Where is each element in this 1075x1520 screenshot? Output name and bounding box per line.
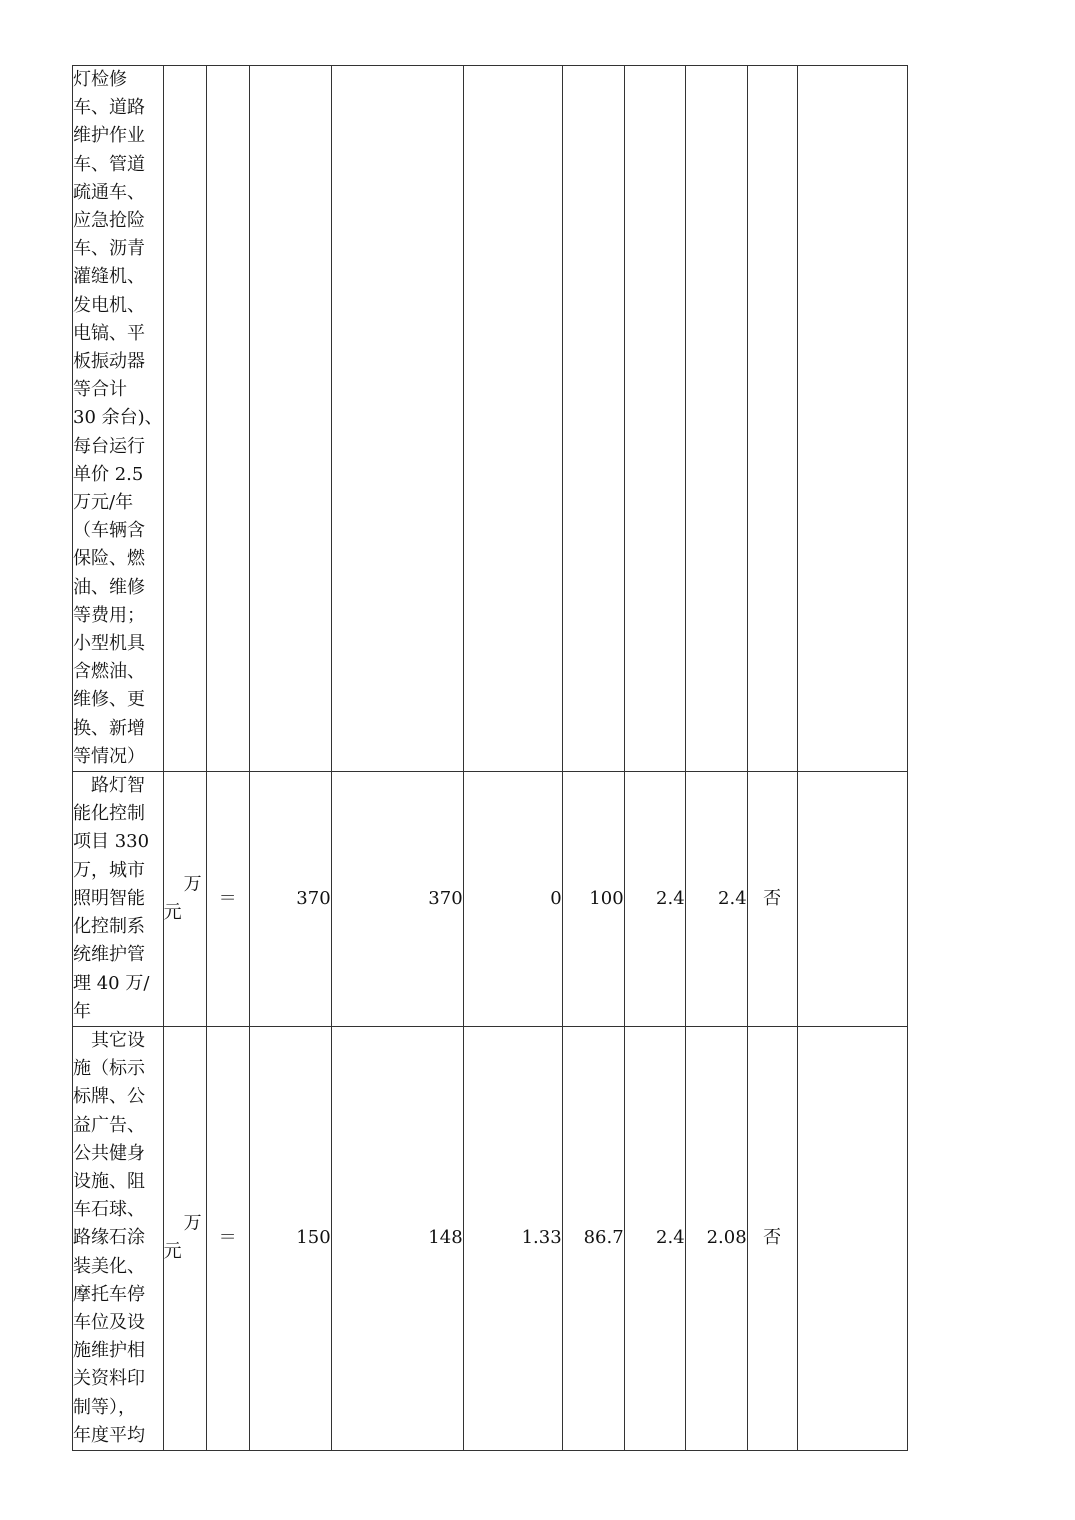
description-line: 保险、燃: [73, 548, 145, 570]
value-cell: 2.4: [624, 772, 685, 1027]
description-line: 标牌、公: [73, 1086, 145, 1108]
value-cell: [624, 66, 685, 772]
unit-text: 元: [163, 901, 182, 923]
description-line: 关资料印: [73, 1368, 145, 1390]
description-cell: [73, 1026, 164, 1450]
description-line: 制等），: [73, 1396, 136, 1418]
description-line: 电镐、平: [73, 322, 145, 344]
description-cell: [73, 772, 164, 1027]
description-line: 换、新增: [73, 717, 145, 739]
description-line: 发电机、: [73, 294, 145, 316]
flag-cell: 否: [747, 1026, 797, 1450]
table-row: [73, 1026, 908, 1450]
operator-cell: ＝: [206, 1026, 249, 1450]
description-line: 车、道路: [73, 97, 145, 119]
description-line: （车辆含: [73, 520, 145, 542]
description-line: 施（标示: [73, 1058, 145, 1080]
value-cell: [685, 66, 747, 772]
description-line: 装美化、: [73, 1255, 145, 1277]
description-line: 设施、阻: [73, 1170, 145, 1192]
value-cell: 148: [331, 1026, 463, 1450]
unit-cell: [163, 66, 206, 772]
description-line: 能化控制: [73, 803, 145, 825]
description-line: 板振动器: [73, 351, 145, 373]
note-cell: [797, 1026, 907, 1450]
value-cell: 1.33: [463, 1026, 562, 1450]
description-line: 万，城市: [73, 859, 145, 881]
value-cell: 150: [249, 1026, 331, 1450]
value-cell: 370: [331, 772, 463, 1027]
description-line: 施维护相: [73, 1340, 145, 1362]
description-line: 益广告、: [73, 1114, 145, 1136]
description-line: 万元/年: [73, 492, 134, 514]
description-cell: [73, 66, 164, 772]
description-line: 理 40 万/: [73, 972, 150, 994]
unit-text: 万: [183, 1213, 202, 1235]
description-line: 油、维修: [73, 576, 145, 598]
description-line: 项目 330: [73, 831, 150, 853]
description-line: 化控制系: [73, 916, 145, 938]
table-row: [73, 66, 908, 772]
description-line: 灌缝机、: [73, 266, 145, 288]
description-line: 含燃油、: [73, 661, 145, 683]
operator-cell: ＝: [206, 772, 249, 1027]
value-cell: [331, 66, 463, 772]
description-line: 维护作业: [73, 125, 145, 147]
description-line: 等情况）: [73, 745, 145, 767]
description-line: 单价 2.5: [73, 463, 144, 485]
description-line: 年度平均: [73, 1424, 145, 1446]
value-cell: 100: [562, 772, 624, 1027]
flag-cell: 否: [747, 772, 797, 1027]
value-cell: 86.7: [562, 1026, 624, 1450]
value-cell: 370: [249, 772, 331, 1027]
unit-text: 万: [183, 873, 202, 895]
value-cell: 2.4: [624, 1026, 685, 1450]
description-line: 车石球、: [73, 1199, 145, 1221]
value-cell: 0: [463, 772, 562, 1027]
unit-cell: [163, 772, 206, 1027]
value-cell: 2.4: [685, 772, 747, 1027]
description-line: 照明智能: [73, 887, 145, 909]
unit-text: 元: [163, 1241, 182, 1263]
unit-cell: [163, 1026, 206, 1450]
value-cell: 2.08: [685, 1026, 747, 1450]
description-line: 车、管道: [73, 153, 145, 175]
operator-cell: [206, 66, 249, 772]
description-line: 摩托车停: [73, 1283, 145, 1305]
value-cell: [463, 66, 562, 772]
description-line: 车位及设: [73, 1311, 145, 1333]
description-line: 车、沥青: [73, 238, 145, 260]
description-line: 年: [73, 1000, 91, 1022]
description-line: 等合计: [73, 379, 127, 401]
description-line: 30 余台)、: [73, 407, 163, 429]
description-line: 灯检修: [73, 69, 127, 90]
note-cell: [797, 66, 907, 772]
description-line: 疏通车、: [73, 181, 145, 203]
flag-cell: [747, 66, 797, 772]
description-line: 等费用；: [73, 604, 145, 626]
description-line: 小型机具: [73, 633, 145, 655]
description-line: 路缘石涂: [73, 1227, 145, 1249]
description-line: 每台运行: [73, 435, 145, 457]
value-cell: [562, 66, 624, 772]
description-line: 维修、更: [73, 689, 145, 711]
table-row: [73, 772, 908, 1027]
description-line: 其它设: [73, 1029, 145, 1051]
description-line: 统维护管: [73, 944, 145, 966]
value-cell: [249, 66, 331, 772]
indicator-table: [72, 65, 908, 1451]
note-cell: [797, 772, 907, 1027]
description-line: 应急抢险: [73, 210, 145, 232]
description-line: 公共健身: [73, 1142, 145, 1164]
description-line: 路灯智: [73, 775, 145, 797]
